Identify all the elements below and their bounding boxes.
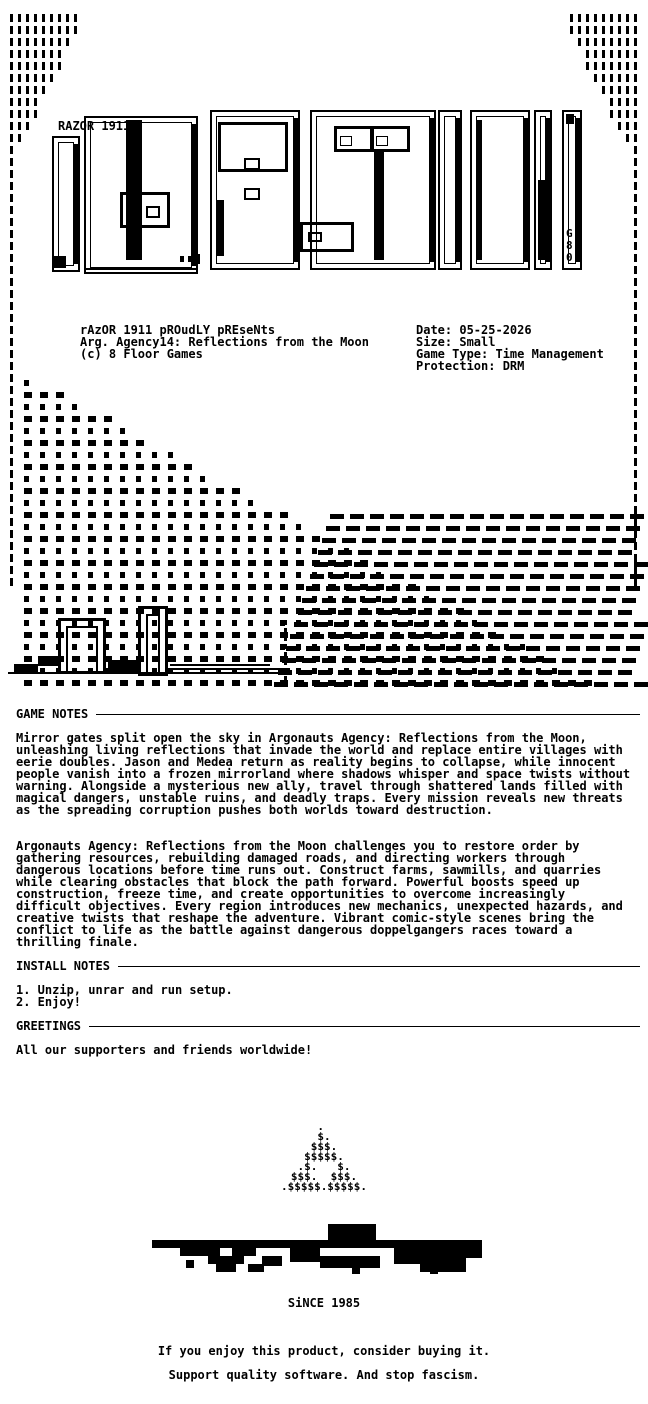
greetings-header — [16, 1019, 640, 1033]
footer-line-1: If you enjoy this product, consider buying it. — [157, 1344, 491, 1358]
install-step: 1. Unzip, unrar and run setup. — [16, 983, 233, 997]
greetings-text: All our supporters and friends worldwide! — [16, 1043, 313, 1057]
ascii-triangle-row: $$$. $$$. — [284, 1170, 364, 1183]
ascii-triangle-row: . — [284, 1120, 364, 1133]
ascii-triangle-row: .$. $. — [284, 1160, 364, 1173]
divider — [96, 714, 640, 715]
since-label: SiNCE 1985 — [287, 1296, 361, 1310]
divider — [89, 1026, 640, 1027]
ascii-triangle-row: $$$$$. — [284, 1150, 364, 1163]
install-notes-header — [16, 959, 640, 973]
razor-small-logo — [0, 1120, 648, 1290]
install-notes-title: INSTALL NOTES — [16, 959, 110, 973]
divider — [118, 966, 640, 967]
release-date: Date: 05-25-2026 — [416, 323, 532, 337]
install-step: 2. Enjoy! — [16, 995, 82, 1009]
game-notes-title: GAME NOTES — [16, 707, 89, 721]
release-size: Size: Small — [416, 335, 496, 349]
logo-side-tag: G 8 0 — [566, 227, 573, 264]
release-game-type: Game Type: Time Management — [416, 347, 604, 361]
game-notes-paragraph-1: Mirror gates split open the sky in Argonauts Agency: Reflections from the Moon, unleashing living reflections that invade the world and replace entire villages with eerie doubles. Jason and Medea return as reality begins to collapse, while innocent people vanish into a frozen mirrorland where shadows whisper and space twists without warning. Alongside a mysterious new ally, travel through shattered lands filled with magical dangers, unstable ruins, and deadly traps. Every mission reveals new threats as the spreading corruption pushes both worlds toward destruction. — [16, 731, 631, 817]
ascii-triangle-row: $$$. — [284, 1140, 364, 1153]
copyright-line: (c) 8 Floor Games — [80, 347, 203, 361]
footer-line-2: Support quality software. And stop fascism. — [168, 1368, 480, 1382]
release-title: Arg. Agency14: Reflections from the Moon — [80, 335, 369, 349]
razor-tag: RAZOR 1911 — [58, 119, 131, 133]
ascii-triangle-row: .$$$$$.$$$$$. — [280, 1180, 368, 1193]
release-protection: Protection: DRM — [416, 359, 525, 373]
presents-line: rAzOR 1911 pROudLY pREseNts — [80, 323, 276, 337]
game-notes-header — [16, 707, 640, 721]
greetings-title: GREETINGS — [16, 1019, 82, 1033]
ascii-triangle-row: $. — [284, 1130, 364, 1143]
game-notes-paragraph-2: Argonauts Agency: Reflections from the Moon challenges you to restore order by gathering resources, rebuilding damaged roads, and directing workers through dangerous locations before time runs out. Construct farms, sawmills, and quarries while clearing obstacles that block the path forward. Powerful boosts speed up construction, freeze time, and create opportunities to overcome increasingly difficult objectives. Every region introduces new mechanics, unexpected hazards, and creative twists that reshape the adventure. Vibrant comic-style scenes bring the conflict to life as the battle against dangerous doppelgangers races toward a thrilling finale. — [16, 839, 623, 949]
